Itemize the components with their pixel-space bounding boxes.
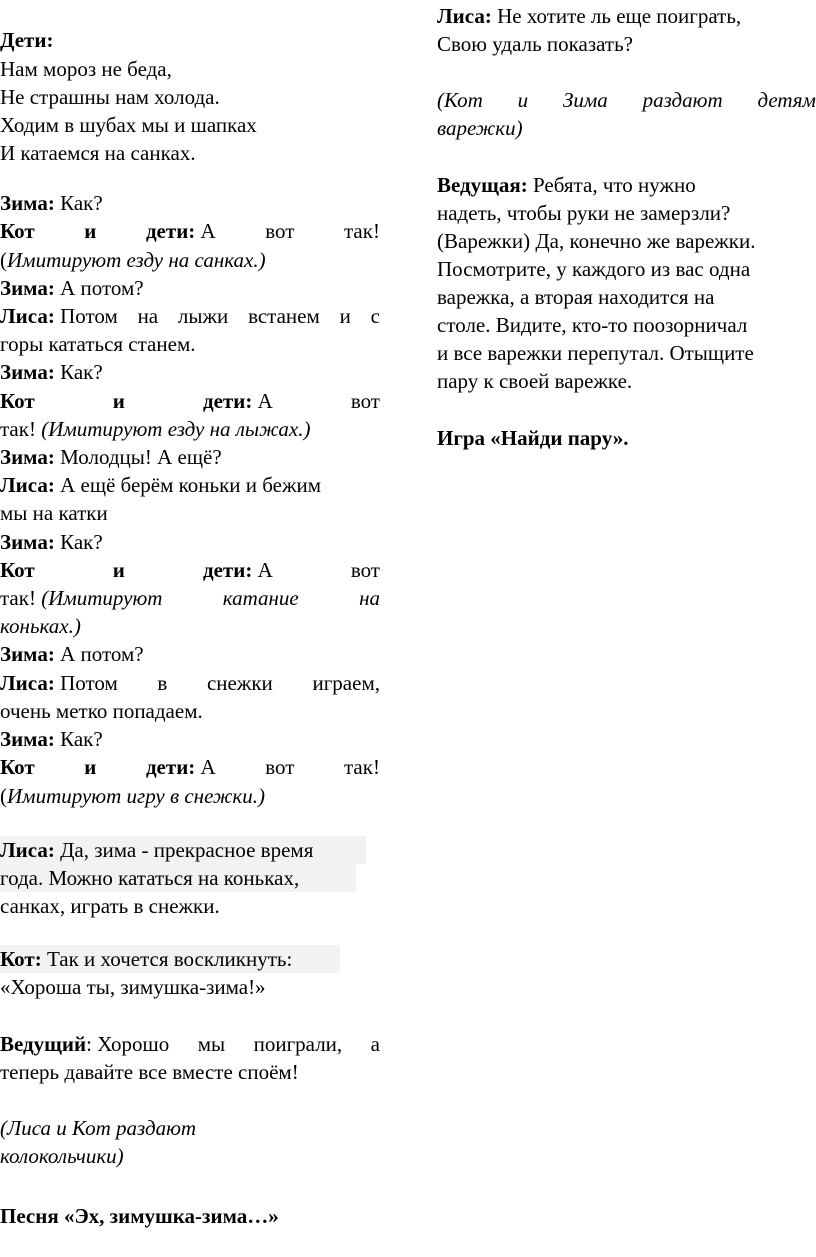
stage-direction-justified: (Кот и Зима раздают детям [437, 88, 816, 112]
stage-direction: коньках.) [0, 614, 81, 638]
dialogue-line-justified: Ведущий: Хорошо мы поиграли, а [0, 1032, 380, 1056]
stage-direction: (Лиса и Кот раздают [0, 1116, 197, 1140]
dialogue-line: года. Можно кататься на коньках, [0, 864, 356, 892]
dialogue-line: Посмотрите, у каждого из вас одна [437, 257, 751, 281]
dialogue-line: и все варежки перепутал. Отыщите [437, 341, 754, 365]
dialogue-line: Зима: А потом? [0, 642, 144, 666]
dialogue-line-justified: Кот и дети: А вот [0, 389, 380, 413]
dialogue-line: Кот: Так и хочется воскликнуть: [0, 945, 340, 973]
dialogue-line: надеть, чтобы руки не замерзли? [437, 201, 731, 225]
dialogue-line: Свою удаль показать? [437, 32, 633, 56]
stage-direction: варежки) [437, 116, 523, 140]
verse-line: И катаемся на санках. [0, 141, 196, 165]
dialogue-line: Лиса: А ещё берём коньки и бежим [0, 473, 322, 497]
dialogue-line: пару к своей варежке. [437, 369, 633, 393]
dialogue-line: санках, играть в снежки. [0, 894, 220, 918]
dialogue-line: Лиса: Да, зима - прекрасное время [0, 836, 366, 864]
dialogue-line: (Варежки) Да, конечно же варежки. [437, 229, 756, 253]
dialogue-line: теперь давайте все вместе споём! [0, 1060, 299, 1084]
dialogue-line: очень метко попадаем. [0, 699, 203, 723]
stage-direction: (Имитируют езду на санках.) [0, 248, 266, 272]
dialogue-line: Зима: Как? [0, 727, 103, 751]
dialogue-line: Лиса: Не хотите ль еще поиграть, [437, 4, 742, 28]
dialogue-line: горы кататься станем. [0, 332, 196, 356]
dialogue-line: Зима: Молодцы! А ещё? [0, 445, 222, 469]
stage-direction-justified: так! (Имитируют катание на [0, 586, 380, 610]
dialogue-line: Зима: А потом? [0, 276, 144, 300]
song-title: Песня «Эх, зимушка-зима…» [0, 1204, 279, 1228]
dialogue-line-justified: Кот и дети: А вот так! [0, 755, 380, 779]
stage-direction: колокольчики) [0, 1144, 124, 1168]
dialogue-line: Зима: Как? [0, 530, 103, 554]
game-title: Игра «Найди пару». [437, 426, 629, 450]
dialogue-line-justified: Лиса: Потом в снежки играем, [0, 671, 380, 695]
dialogue-line: Зима: Как? [0, 360, 103, 384]
stage-direction: так! (Имитируют езду на лыжах.) [0, 417, 311, 441]
verse-line: Нам мороз не беда, [0, 57, 172, 81]
stage-direction: (Имитируют игру в снежки.) [0, 784, 265, 808]
dialogue-line-justified: Лиса: Потом на лыжи встанем и с [0, 304, 380, 328]
dialogue-line: Зима: Как? [0, 191, 103, 215]
verse-line: Не страшны нам холода. [0, 85, 220, 109]
dialogue-line: варежка, а вторая находится на [437, 285, 715, 309]
speaker-deti: Дети: [0, 28, 54, 52]
dialogue-line: мы на катки [0, 501, 108, 525]
dialogue-line: столе. Видите, кто-то поозорничал [437, 313, 748, 337]
dialogue-line: Ведущая: Ребята, что нужно [437, 173, 696, 197]
dialogue-line-justified: Кот и дети: А вот [0, 558, 380, 582]
dialogue-line: «Хороша ты, зимушка-зима!» [0, 975, 266, 999]
verse-line: Ходим в шубах мы и шапках [0, 113, 257, 137]
dialogue-line-justified: Кот и дети: А вот так! [0, 219, 380, 243]
